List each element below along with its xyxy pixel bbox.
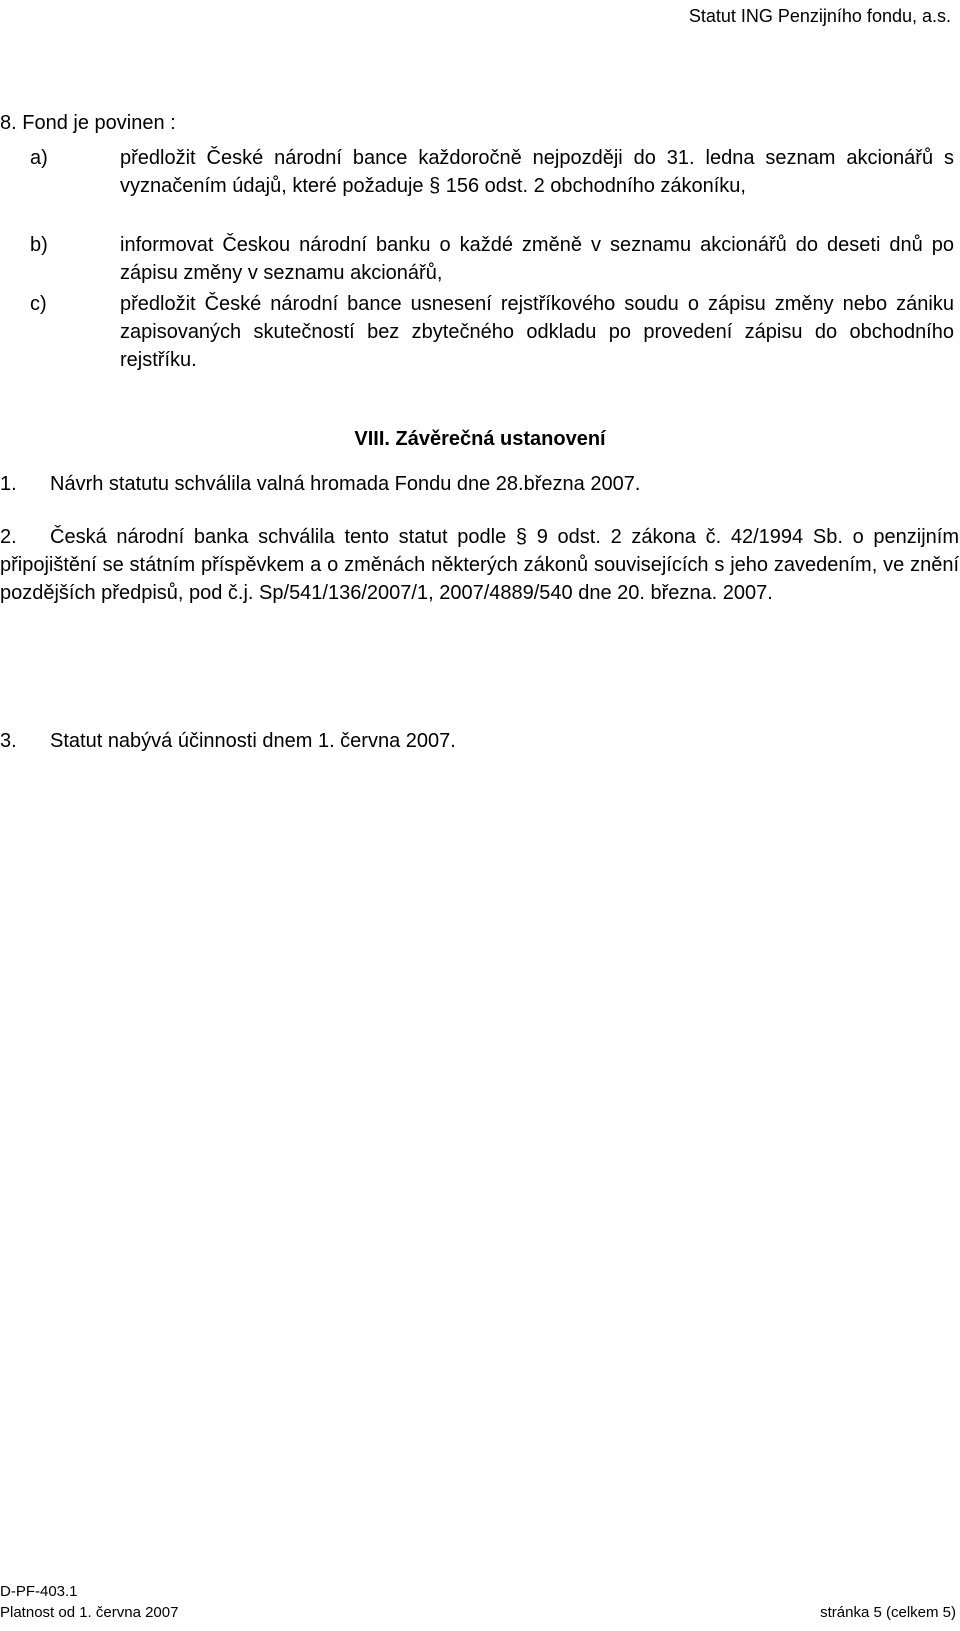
final-provision-text-3: Statut nabývá účinnosti dnem 1. června 2007.	[50, 730, 456, 752]
list-item-c	[30, 290, 954, 374]
list-item-a	[30, 144, 954, 200]
section-viii-heading: VIII. Závěrečná ustanovení	[354, 428, 606, 450]
footer-page-number: stránka 5 (celkem 5)	[820, 1604, 956, 1621]
final-provision-2	[0, 523, 959, 607]
final-provision-number-2: 2.	[0, 526, 17, 548]
final-provision-number-1: 1.	[0, 473, 17, 495]
list-marker-b: b)	[30, 234, 48, 256]
list-text-c: předložit České národní bance usnesení rejstříkového soudu o zápisu změny nebo zániku zapisovaných skutečností bez zbytečného odkladu po provedení zápisu do obchodního rejstříku.	[120, 293, 954, 371]
list-marker-a: a)	[30, 147, 48, 169]
section-8-intro: 8. Fond je povinen :	[0, 112, 176, 134]
page-header-title: Statut ING Penzijního fondu, a.s.	[688, 6, 951, 26]
list-text-a: předložit České národní bance každoročně nejpozději do 31. ledna seznam akcionářů s vyznačením údajů, které požaduje § 156 odst. 2 obchodního zákoníku,	[120, 147, 954, 197]
final-provision-1	[0, 470, 959, 498]
final-provision-number-3: 3.	[0, 730, 17, 752]
final-provision-text-1: Návrh statutu schválila valná hromada Fondu dne 28.března 2007.	[50, 473, 641, 495]
footer-validity-date: Platnost od 1. června 2007	[0, 1604, 179, 1621]
footer-document-code: D-PF-403.1	[0, 1583, 78, 1600]
final-provision-3	[0, 727, 959, 755]
final-provision-text-2: Česká národní banka schválila tento statut podle § 9 odst. 2 zákona č. 42/1994 Sb. o penzijním připojištění se státním příspěvkem a o změnách některých zákonů souvisejících s jeho zavedením, ve znění pozdějších předpisů, pod č.j. Sp/541/136/2007/1, 2007/4889/540 dne 20. března. 2007.	[0, 526, 959, 604]
list-marker-c: c)	[30, 293, 47, 315]
list-item-b	[30, 231, 954, 287]
list-text-b: informovat Českou národní banku o každé změně v seznamu akcionářů do deseti dnů po zápisu změny v seznamu akcionářů,	[120, 234, 954, 284]
